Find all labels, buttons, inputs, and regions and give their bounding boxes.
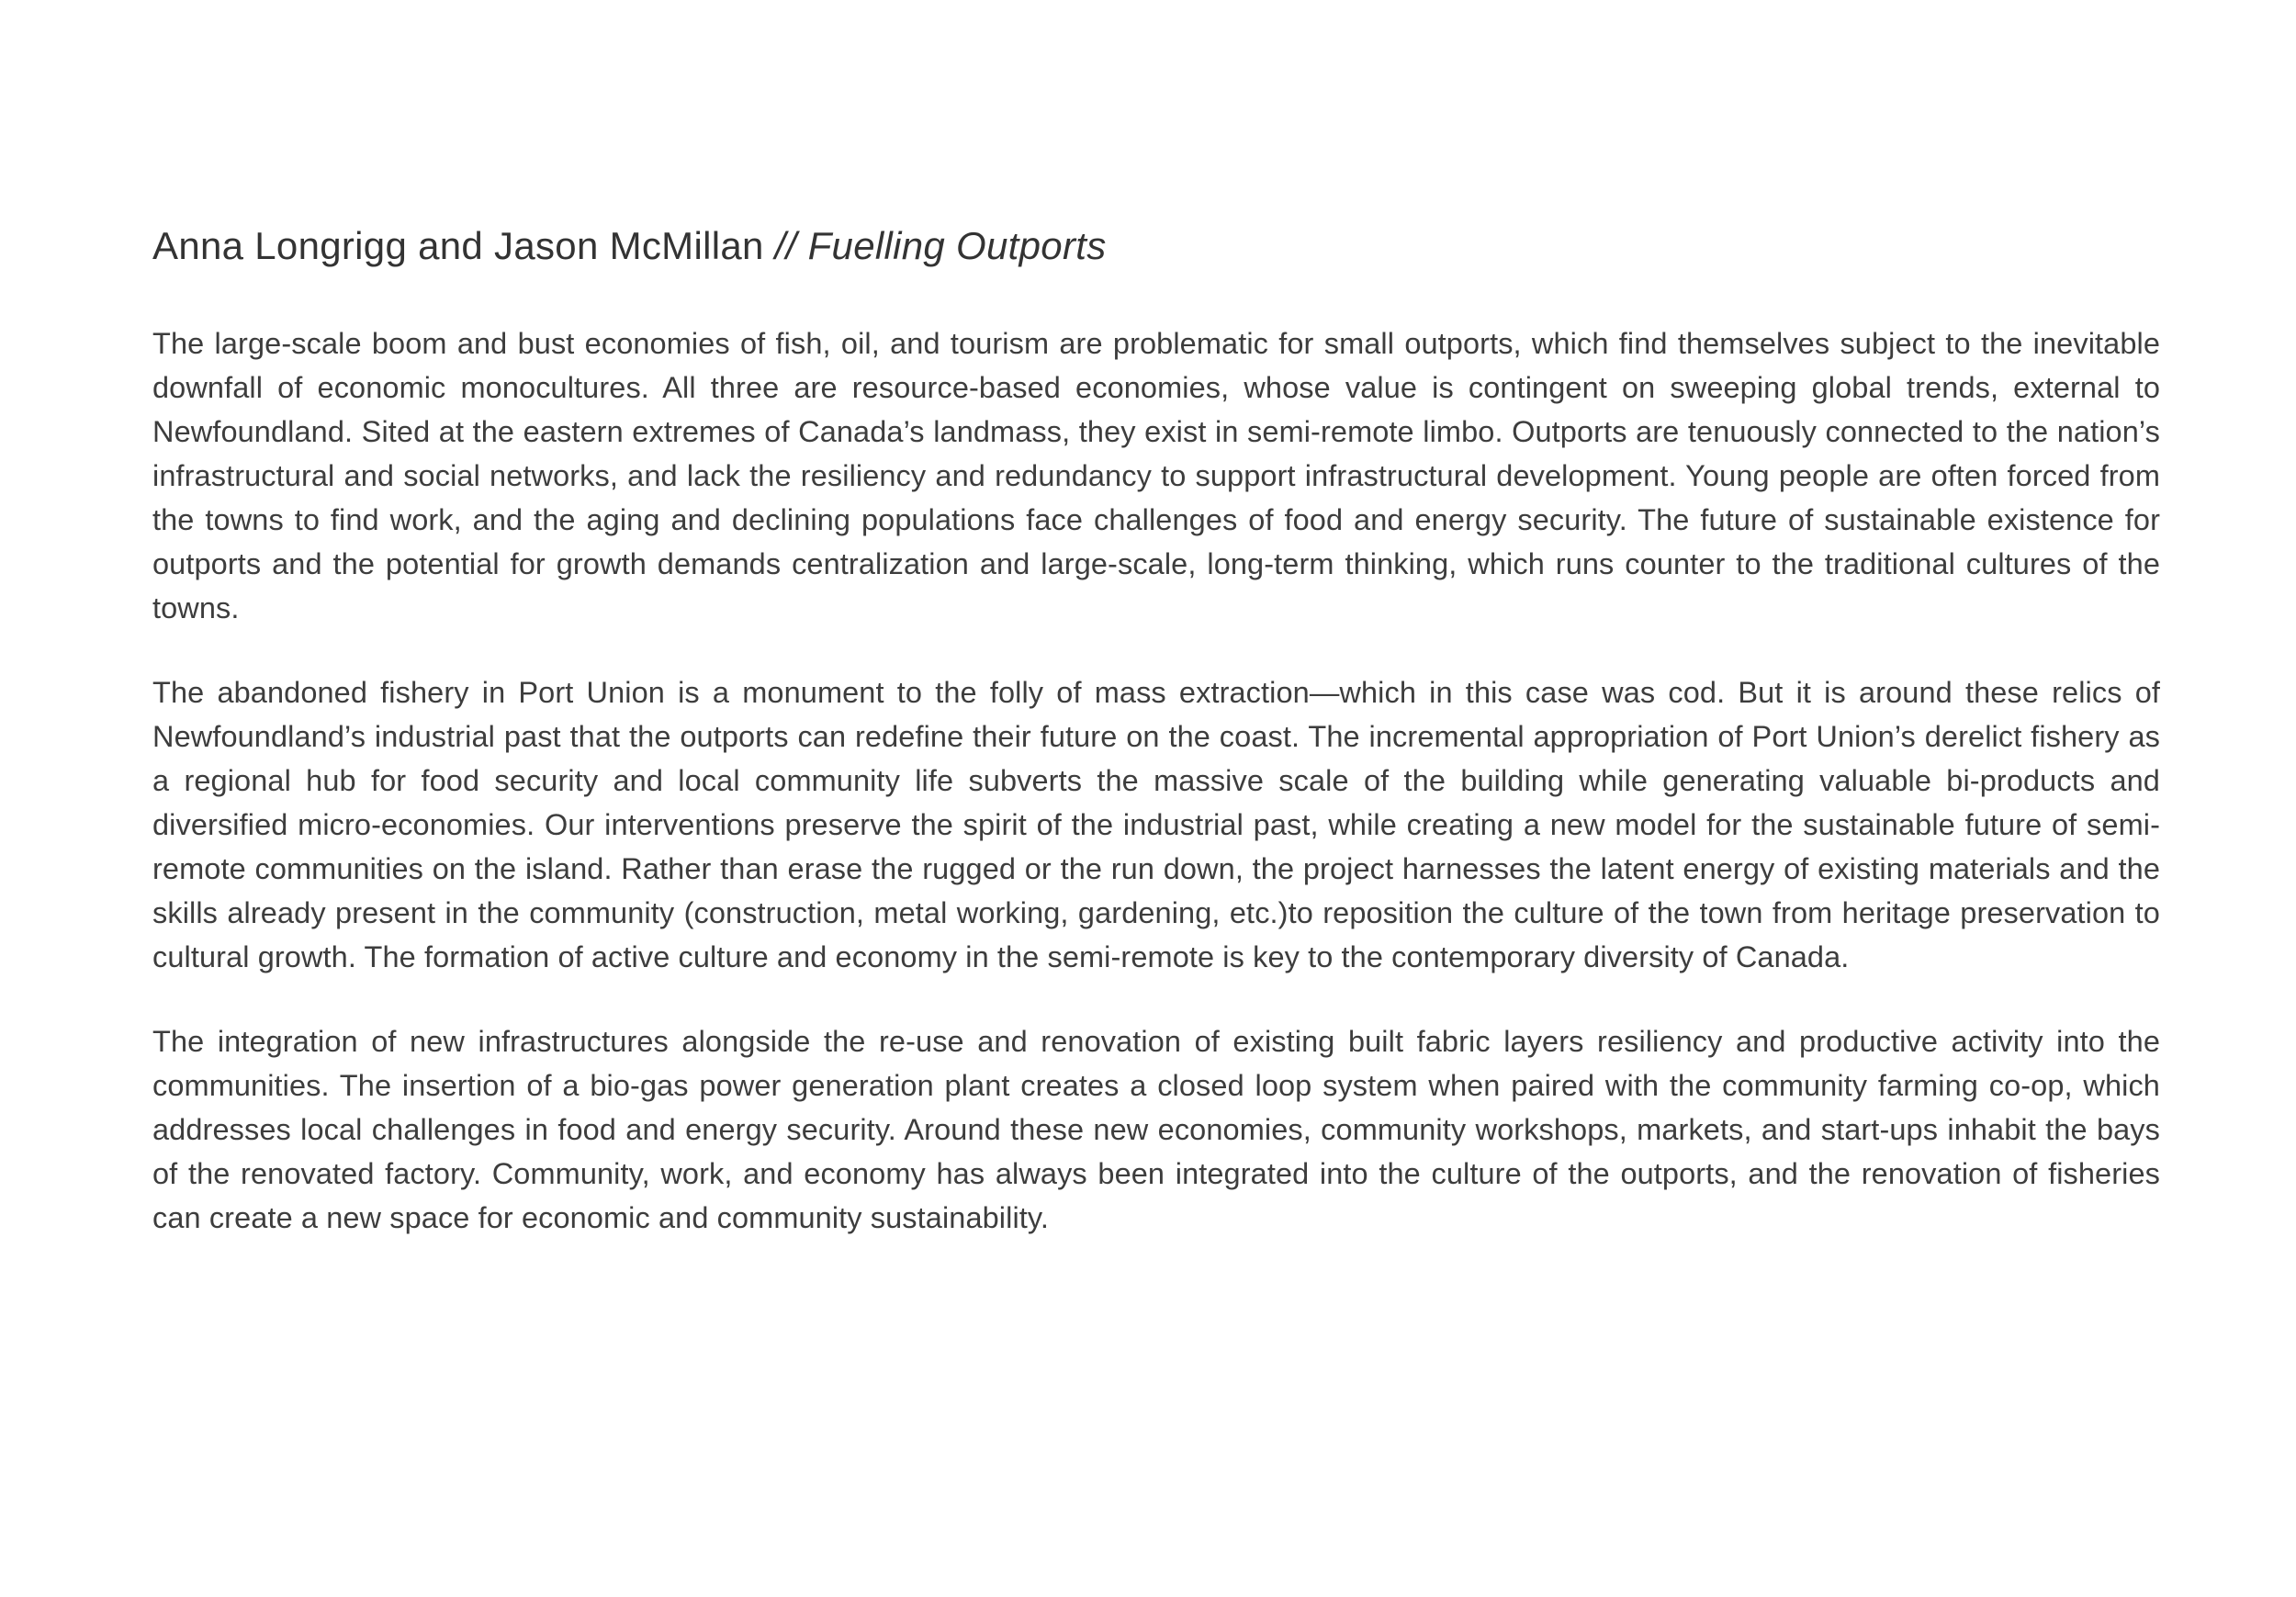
body-text xyxy=(152,321,2160,1240)
title-separator: // xyxy=(774,224,797,267)
project-title: Fuelling Outports xyxy=(807,224,1107,267)
paragraph-3: The integration of new infrastructures alongside the re-use and renovation of existing built fabric layers resiliency and productive activity into the communities. The insertion of a bio-gas power generation plant creates a closed loop system when paired with the community farming co-op, which addresses local challenges in food and energy security. Around these new economies, community workshops, markets, and start-ups inhabit the bays of the renovated factory. Community, work, and economy has always been integrated into the culture of the outports, and the renovation of fisheries can create a new space for economic and community sustainability. xyxy=(152,1025,2160,1234)
paragraph-2: The abandoned fishery in Port Union is a monument to the folly of mass extraction—which in this case was cod. But it is around these relics of Newfoundland’s industrial past that the outports can redefine their future on the coast. The incremental appropriation of Port Union’s derelict fishery as a regional hub for food security and local community life subverts the massive scale of the building while generating valuable bi-products and diversified micro-economies. Our interventions preserve the spirit of the industrial past, while creating a new model for the sustainable future of semi-remote communities on the island. Rather than erase the rugged or the run down, the project harnesses the latent energy of existing materials and the skills already present in the community (construction, metal working, gardening, etc.)to reposition the culture of the town from heritage preservation to cultural growth. The formation of active culture and economy in the semi-remote is key to the contemporary diversity of Canada. xyxy=(152,676,2160,973)
document-page xyxy=(152,219,2160,1240)
paragraph-1: The large-scale boom and bust economies of fish, oil, and tourism are problematic for small outports, which find themselves subject to the inevitable downfall of economic monocultures. All three are resource-based economies, whose value is contingent on sweeping global trends, external to Newfoundland. Sited at the eastern extremes of Canada’s landmass, they exist in semi-remote limbo. Outports are tenuously connected to the nation’s infrastructural and social networks, and lack the resiliency and redundancy to support infrastructural development. Young people are often forced from the towns to find work, and the aging and declining populations face challenges of food and energy security. The future of sustainable existence for outports and the potential for growth demands centralization and large-scale, long-term thinking, which runs counter to the traditional cultures of the towns. xyxy=(152,327,2160,624)
authors: Anna Longrigg and Jason McMillan xyxy=(152,224,764,267)
page-title xyxy=(152,219,2160,274)
